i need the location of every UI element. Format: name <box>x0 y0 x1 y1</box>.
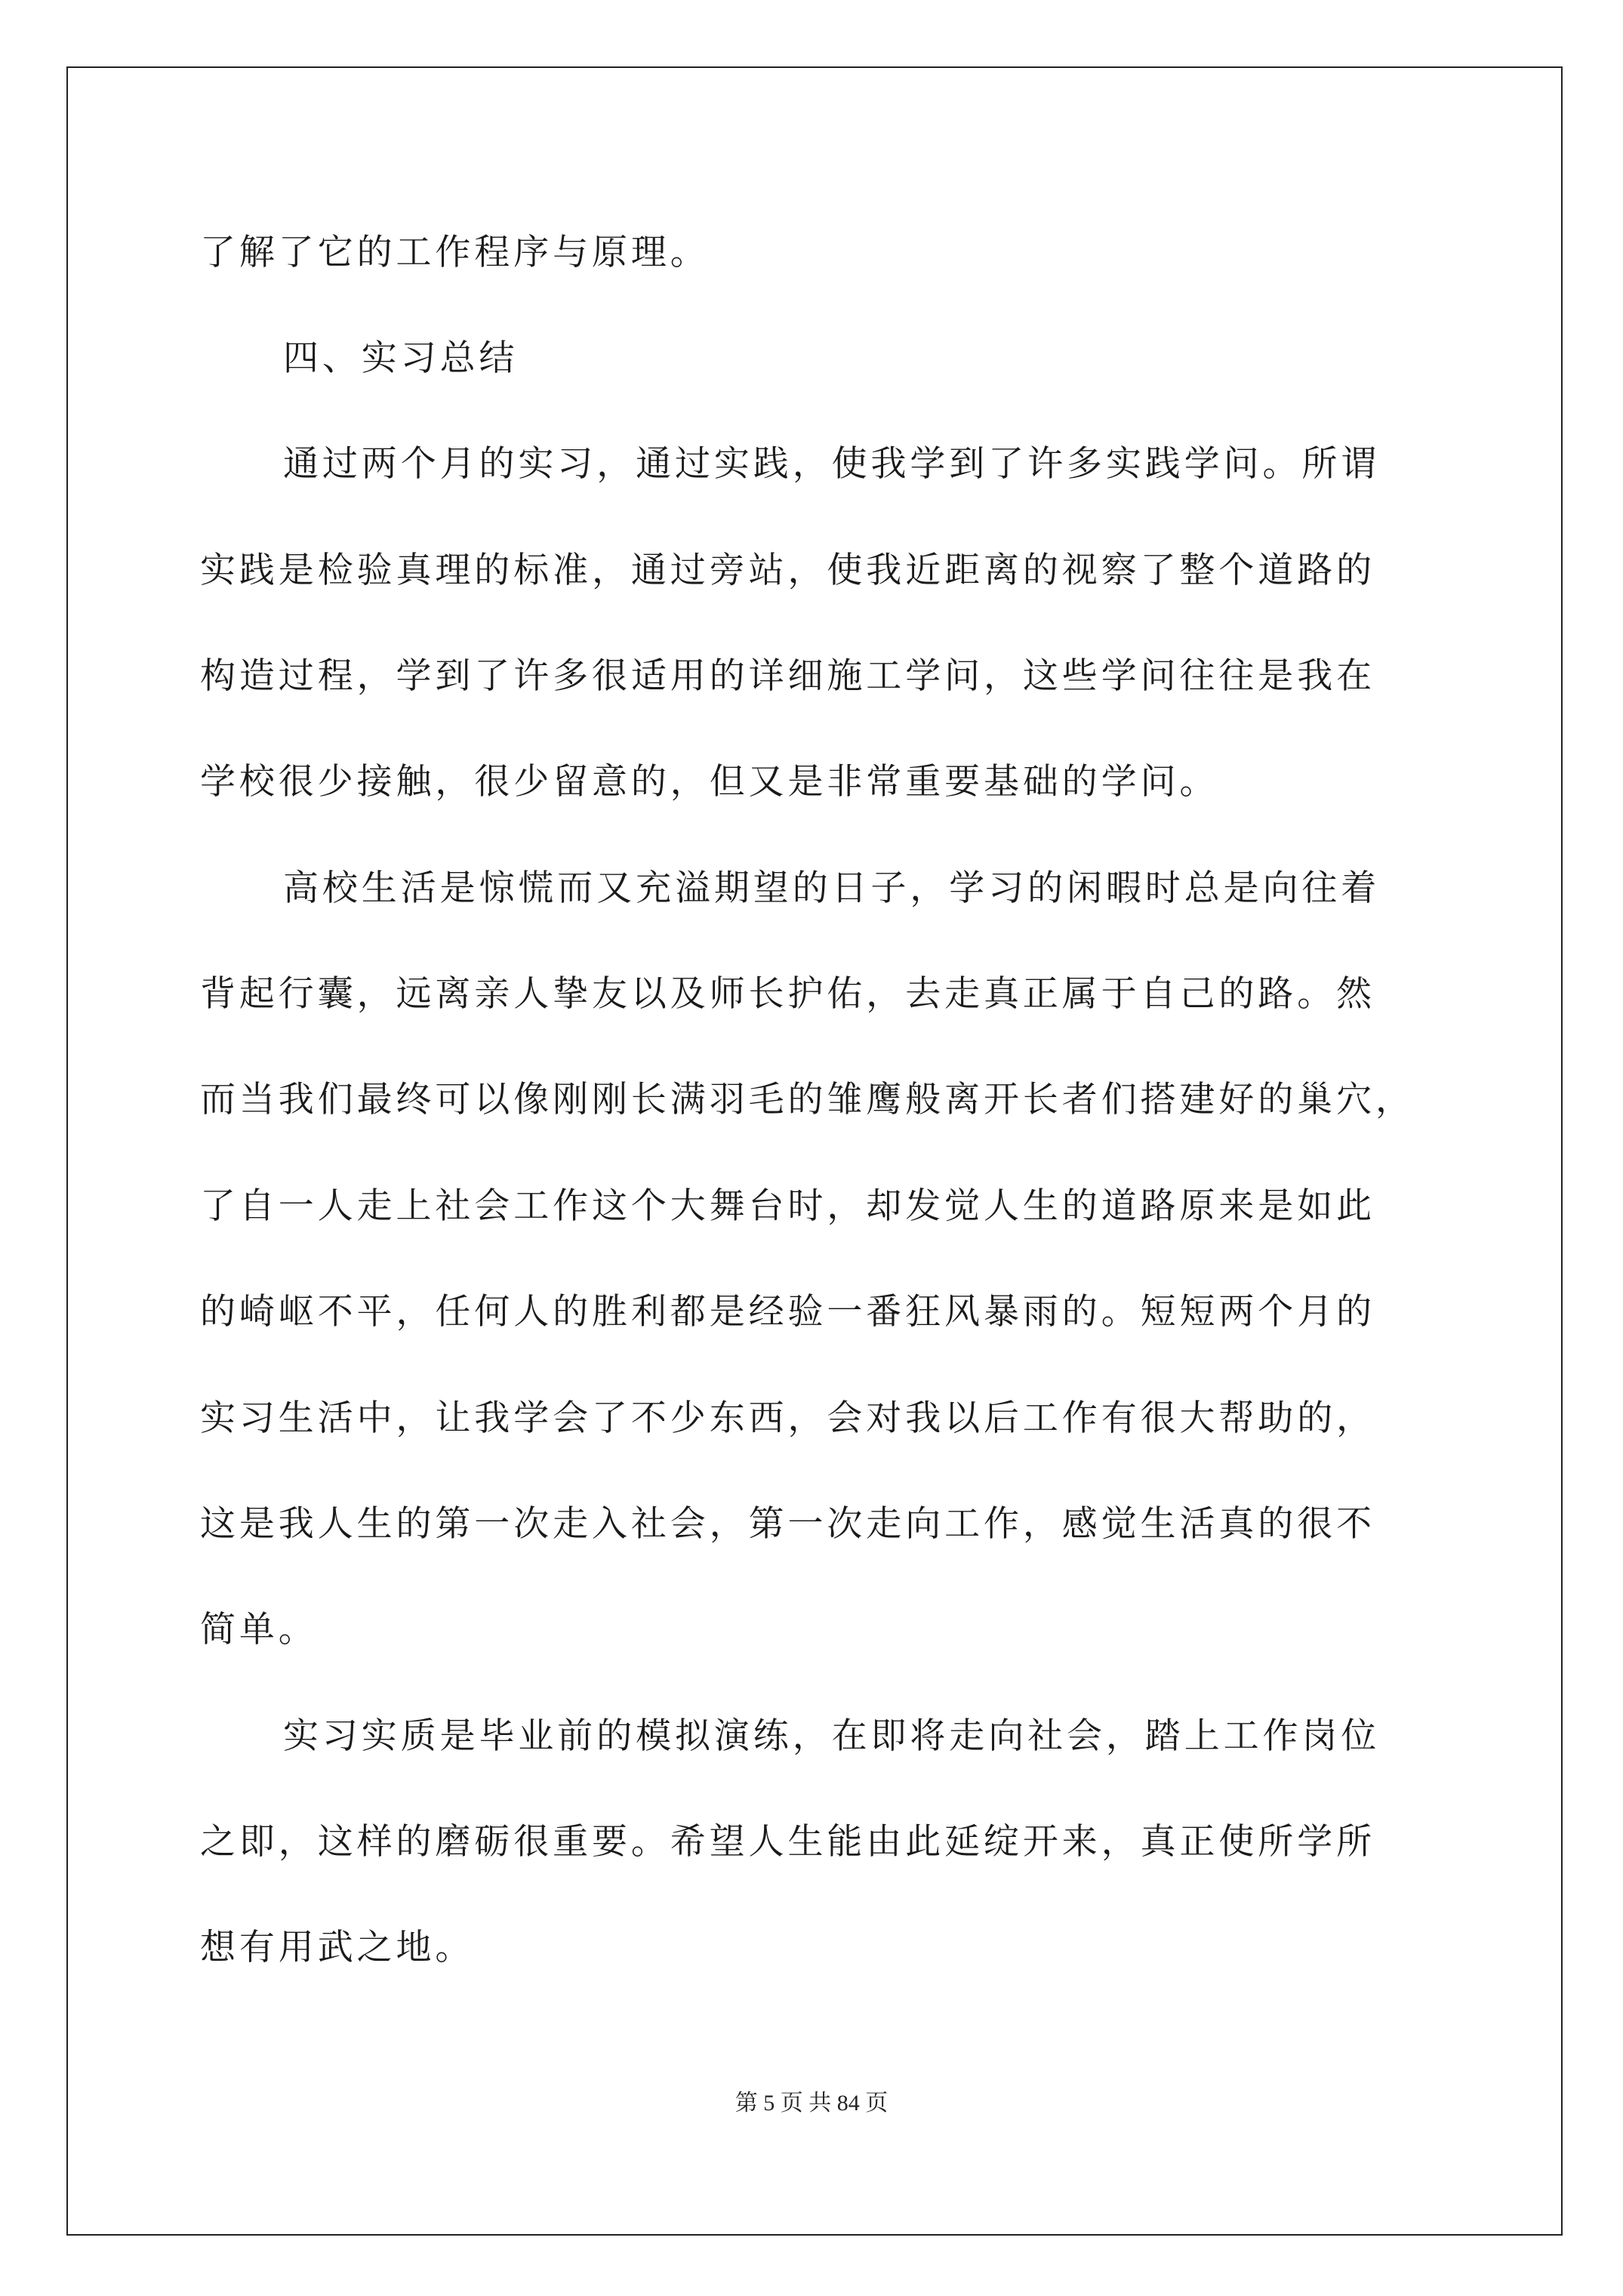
text-line: 简单。 <box>200 1609 318 1650</box>
text-line: 这是我人生的第一次走入社会，第一次走向工作，感觉生活真的很不 <box>200 1503 1375 1545</box>
text-line: 了自一人走上社会工作这个大舞台时，却发觉人生的道路原来是如此 <box>200 1185 1375 1227</box>
text-line: 构造过程，学到了许多很适用的详细施工学问，这些学问往往是我在 <box>200 655 1375 697</box>
text-line: 而当我们最终可以像刚刚长满羽毛的雏鹰般离开长者们搭建好的巢穴， <box>200 1079 1415 1120</box>
section-heading: 四、实习总结 <box>283 337 519 379</box>
text-line: 实习实质是毕业前的模拟演练，在即将走向社会，踏上工作岗位 <box>283 1715 1381 1757</box>
text-line: 实践是检验真理的标准，通过旁站，使我近距离的视察了整个道路的 <box>200 550 1375 591</box>
page-border <box>66 66 1563 2236</box>
text-line: 了解了它的工作程序与原理。 <box>200 232 710 273</box>
text-line: 通过两个月的实习，通过实践，使我学到了许多实践学问。所谓 <box>283 443 1381 485</box>
text-line: 的崎岖不平，任何人的胜利都是经验一番狂风暴雨的。短短两个月的 <box>200 1291 1375 1333</box>
text-line: 实习生活中，让我学会了不少东西，会对我以后工作有很大帮助的， <box>200 1398 1375 1439</box>
text-line: 高校生活是惊慌而又充溢期望的日子，学习的闲暇时总是向往着 <box>283 868 1381 909</box>
page-number: 第 5 页 共 84 页 <box>735 2091 888 2116</box>
text-line: 背起行囊，远离亲人挚友以及师长护佑，去走真正属于自己的路。然 <box>200 973 1375 1015</box>
text-line: 之即，这样的磨砺很重要。希望人生能由此延绽开来，真正使所学所 <box>200 1821 1375 1863</box>
text-line: 想有用武之地。 <box>200 1927 475 1968</box>
text-line: 学校很少接触，很少留意的，但又是非常重要基础的学问。 <box>200 761 1219 803</box>
